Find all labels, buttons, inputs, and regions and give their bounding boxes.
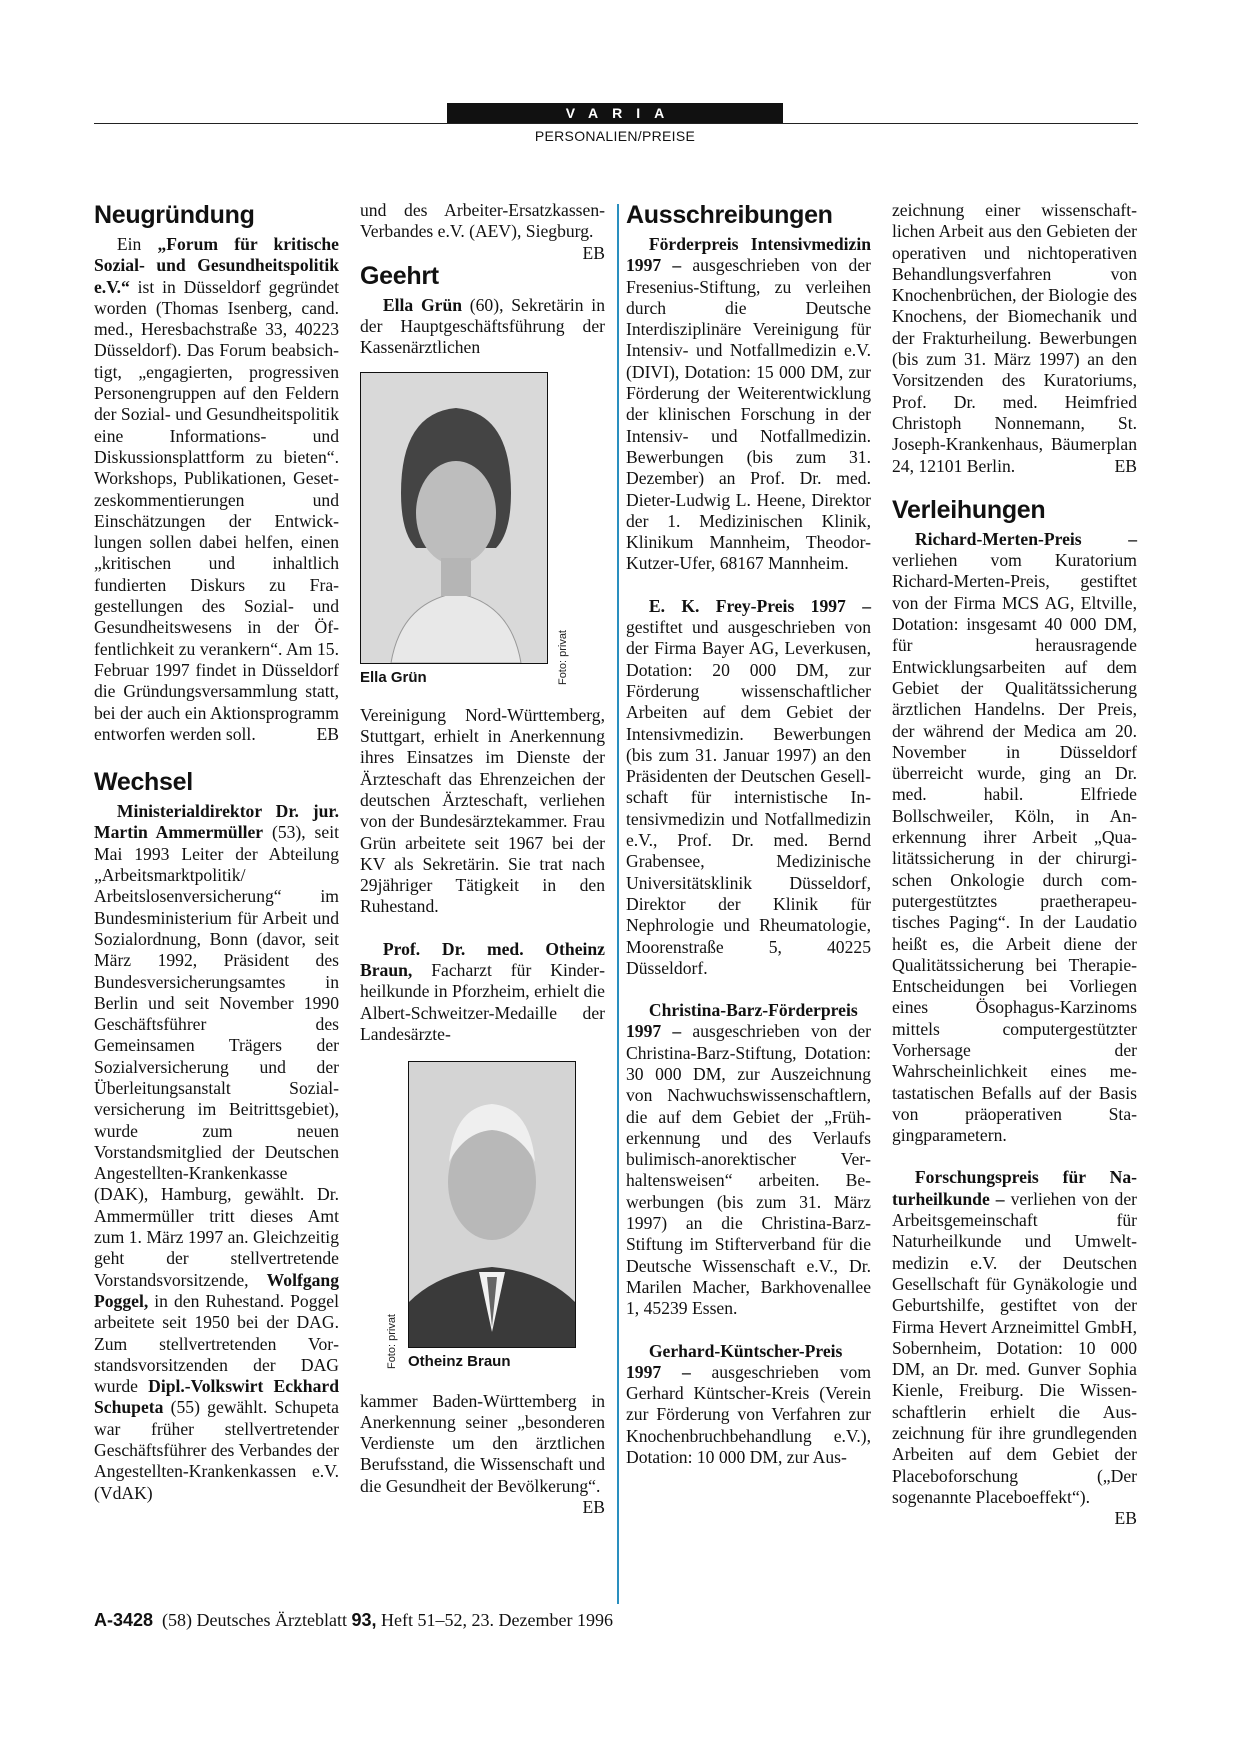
photo-caption: Otheinz Braun bbox=[408, 1353, 511, 1371]
article-forum: Ein „Forum für kritische Sozial- und Gesundheitspolitik e.V.“ ist in Düsseldorf gegründet worden (Thomas Isenberg, cand. med., Heresbachstraße 33, 40223 Düsseldorf). Das Forum beabsichtigt, „engagierten, progressiven Personengruppen auf den Feldern der Sozial- und Gesundheitspolitik eine Informations- und Diskussionsplattform zu bieten“. Workshops, Publikationen, Gesetzeskommentierungen und Einschätzungen der Entwicklungen sollen dabei helfen, einen „kritischen und inhaltlich fundierten Diskurs zu Fragestellungen des Sozial- und Gesundheitswesens in der Öffentlichkeit zu verankern“. Am 15. Februar 1997 findet in Düsseldorf die Gründungsversammlung statt, bei der auch ein Aktionsprogramm entworfen werden soll. EB bbox=[94, 234, 339, 744]
heading-neugruendung: Neugründung bbox=[94, 201, 255, 229]
column-3 bbox=[626, 201, 872, 1468]
column-divider bbox=[617, 204, 619, 1604]
heading-wechsel: Wechsel bbox=[94, 768, 193, 797]
page-number: A-3428 bbox=[94, 1610, 154, 1630]
page-footer: A-3428 (58) Deutsches Ärzteblatt 93, Heft 51–52, 23. Dezember 1996 bbox=[94, 1610, 613, 1630]
article-wechsel: Ministerialdirektor Dr. jur. Martin Ammermüller (53), seit Mai 1993 Leiter der Abteilung „Arbeitsmarktpolitik/ Arbeitslosenversicherung“ im Bundesministerium für Arbeit und Sozialordnung, Bonn (davor, seit März 1992, Präsident des Bundesversicherungsamtes in Berlin und seit November 1990 Geschäftsführer des Gemeinsamen Trägers der Sozialversicherung und der Überleitungsanstalt Sozialversicherung im Beitrittsgebiet), wurde zum neuen Vorstandsmitglied der Deutschen Angestellten-Krankenkasse (DAK), Hamburg, gewählt. Dr. Ammermüller tritt dieses Amt zum 1. März 1997 an. Gleichzeitig geht der stellvertretende Vorstandsvorsitzende, Wolfgang Poggel, in den Ruhestand. Poggel arbeitete seit 1950 bei der DAG. Zum stellvertretenden Vorstandsvorsitzenden der DAG wurde Dipl.-Volkswirt Eckhard Schupeta (55) gewählt. Schupeta war früher stellvertretender Geschäftsführer des Verbandes der Angestellten-Krankenkassen e.V. (VdAK) bbox=[94, 801, 339, 1503]
signature: EB bbox=[1114, 1508, 1137, 1529]
portrait-image bbox=[408, 1061, 576, 1348]
article-christina-barz-preis: Christina-Barz-Förderpreis 1997 – ausgeschrieben von der Christina-Barz-Stiftung, Dotation: 30 000 DM, zur Auszeichnung von Nachwuchswissenschaftlern, die auf dem Gebiet der „Früherkennung und des Verlaufs bulimisch-anorektischer Verhaltensweisen“ arbeiten. Bewerbungen (bis zum 31. März 1997) an die Christina-Barz-Stiftung im Stifterverband für die Deutsche Wissenschaft e.V., Dr. Marilen Macher, Barkhovenallee 1, 45239 Essen. bbox=[626, 1000, 871, 1319]
photo-ella-gruen bbox=[360, 372, 569, 688]
article-foerderpreis-intensivmedizin: Förderpreis Intensivmedizin 1997 – ausgeschrieben von der Fresenius-Stiftung, zu verleihen durch die Deutsche Interdisziplinäre Vereinigung für Intensiv- und Notfallmedizin e.V. (DIVI), Dotation: 15 000 DM, zur Förderung der Weiterentwicklung der klinischen Forschung in der Intensiv- und Notfallmedizin. Bewerbungen (bis zum 31. Dezember) an Prof. Dr. med. Dieter-Ludwig L. Heene, Direktor der 1. Medizinischen Klinik, Klinikum Mannheim, Theodor-Kutzer-Ufer, 68167 Mannheim. bbox=[626, 234, 871, 574]
column-2 bbox=[360, 200, 605, 1518]
signature: EB bbox=[316, 723, 339, 744]
heading-ausschreibungen: Ausschreibungen bbox=[626, 201, 833, 229]
article-forschungspreis-naturheilkunde: Forschungspreis für Naturheilkunde – verliehen von der Arbeitsgemeinschaft für Naturheilkunde und Umweltmedizin e.V. der Deutschen Gesellschaft für Gynäkologie und Geburtshilfe, gestiftet von der Firma Hevert Arzneimittel GmbH, Sobernheim, Dotation: 10 000 DM, an Dr. med. Gunver Sophia Kienle, Freiburg. Die Wissenschaftlerin erhielt die Auszeichnung für ihre grundlegenden Arbeiten auf dem Gebiet der Placeboforschung („Der sogenannte Placeboeffekt“). EB bbox=[892, 1167, 1137, 1529]
article-gruen-continued: Vereinigung Nord-Württemberg, Stuttgart, erhielt in Anerkennung ihres Einsatzes im Dienste der Ärzteschaft das Ehrenzeichen der deutschen Ärzteschaft, verliehen von der Bundesärztekammer. Frau Grün arbeitete seit 1967 bei der KV als Sekretärin. Sie trat nach 29jähriger Tätigkeit in den Ruhestand. bbox=[360, 704, 605, 917]
article-ek-frey-preis: E. K. Frey-Preis 1997 – gestiftet und ausgeschrieben von der Firma Bayer AG, Leverkusen, Dotation: 20 000 DM, zur Förderung wissenschaftlicher Arbeiten auf dem Gebiet der Intensivmedizin. Bewerbungen (bis zum 31. Januar 1997) an den Präsidenten der Deutschen Gesellschaft für internistische Intensivmedizin und Notfallmedizin e.V., Prof. Dr. med. Bernd Grabensee, Medizinische Universitätsklinik Düsseldorf, Direktor der Klinik für Nephrologie und Rheumatologie, Moorenstraße 5, 40225 Düsseldorf. bbox=[626, 595, 871, 978]
photo-credit: Foto: privat bbox=[556, 629, 569, 685]
column-4 bbox=[892, 200, 1137, 1530]
rubric-bar: VARIA bbox=[447, 103, 783, 124]
photo-credit: Foto: privat bbox=[386, 1313, 398, 1369]
header-rule bbox=[94, 123, 1138, 124]
portrait-image bbox=[360, 372, 548, 664]
article-braun: Prof. Dr. med. Otheinz Braun, Facharzt für Kinderheilkunde in Pforzheim, erhielt die Albert-Schweitzer-Medaille der Landesärzte- bbox=[360, 938, 605, 1044]
photo-caption: Ella Grün bbox=[360, 669, 427, 687]
article-continuation: und des Arbeiter-Ersatzkassen-Verbandes e.V. (AEV), Siegburg. EB bbox=[360, 200, 605, 263]
signature: EB bbox=[1114, 455, 1137, 476]
heading-verleihungen: Verleihungen bbox=[892, 495, 1046, 524]
article-kuentscher-preis: Gerhard-Küntscher-Preis 1997 – ausgeschrieben vom Gerhard Küntscher-Kreis (Verein zur Förderung von Verfahren zur Knochenbruchbehandlung e.V.), Dotation: 10 000 DM, zur Aus- bbox=[626, 1340, 872, 1468]
article-braun-continued: kammer Baden-Württemberg in Anerkennung seiner „besonderen Verdienste um den ärztlichen Berufsstand, die Wissenschaft und die Gesundheit der Bevölkerung“. EB bbox=[360, 1390, 605, 1518]
heading-geehrt: Geehrt bbox=[360, 261, 439, 290]
section-label: PERSONALIEN/PREISE bbox=[534, 128, 696, 144]
signature: EB bbox=[582, 1497, 605, 1518]
portrait-woman-illustration bbox=[361, 373, 547, 663]
portrait-man-illustration bbox=[409, 1062, 575, 1347]
article-kuentscher-continued: zeichnung einer wissenschaftlichen Arbeit aus den Gebieten der operativen und nichtoperativen Behandlungsverfahren von Knochenbrüchen, der Biologie des Knochens, der Biomechanik und der Frakturheilung. Bewerbungen (bis zum 31. März 1997) an den Vorsitzenden des Kuratoriums, Prof. Dr. med. Heimfried Christoph Nonnemann, St. Joseph-Krankenhaus, Bäumerplan 24, 12101 Berlin. EB bbox=[892, 200, 1137, 476]
article-richard-merten-preis: Richard-Merten-Preis – verliehen vom Kuratorium Richard-Merten-Preis, gestiftet von der Firma MCS AG, Eltville, Dotation: insgesamt 40 000 DM, für herausragende Entwicklungsarbeiten auf dem Gebiet der Qualitätssicherung ärztlichen Handelns. Der Preis, der während der Medica am 20. November in Düsseldorf überreicht wurde, ging an Dr. med. habil. Elfriede Bollschweiler, Köln, in Anerkennung ihrer Arbeit „Qualitätssicherung in der chirurgischen Onkologie durch computergestütztes praetherapeutisches Paging“. In der Laudatio heißt es, die Arbeit diene der Qualitätssicherung bei Therapie-Entscheidungen bei Vorliegen eines Ösophagus-Karzinoms mittels computergestützter Vorhersage der Wahrscheinlichkeit eines metastatischen Befalls auf der Basis von präoperativen Stagingparametern. bbox=[892, 528, 1137, 1146]
column-1 bbox=[94, 201, 339, 1504]
article-gruen: Ella Grün (60), Sekretärin in der Hauptgeschäftsführung der Kassenärztlichen bbox=[360, 294, 605, 358]
signature: EB bbox=[582, 242, 605, 263]
photo-otheinz-braun bbox=[386, 1061, 576, 1372]
